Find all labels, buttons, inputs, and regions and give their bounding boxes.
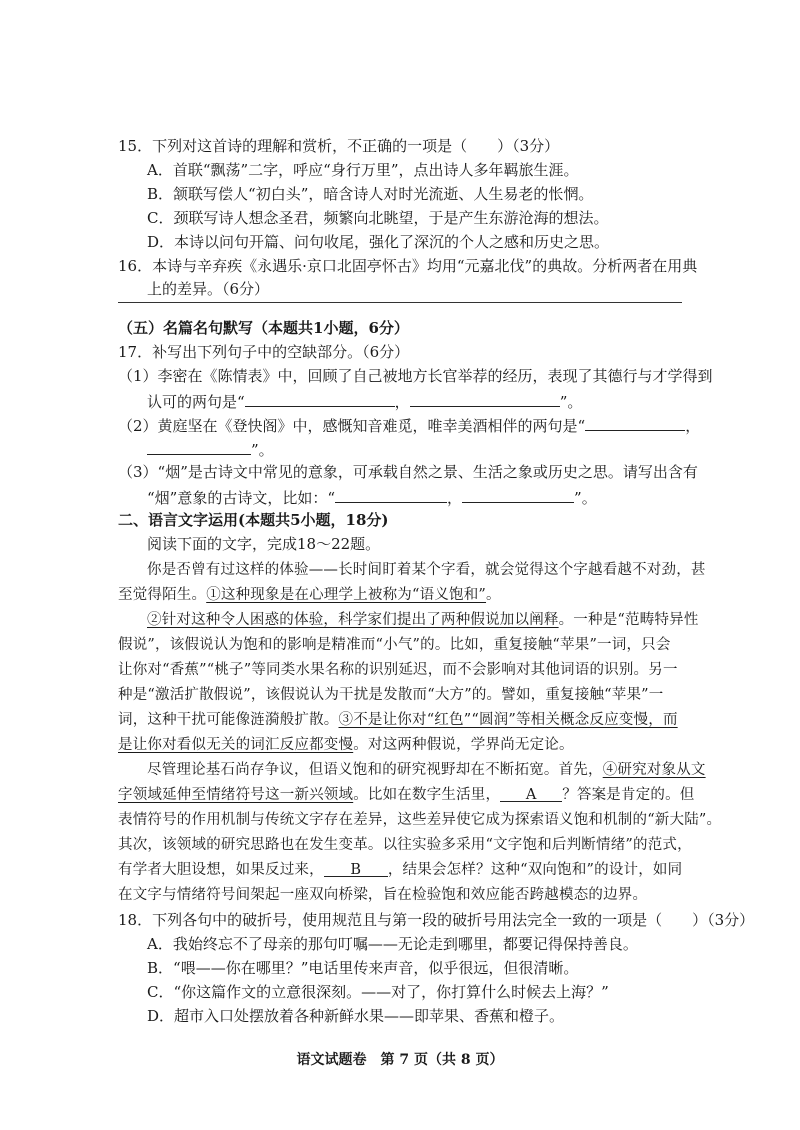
q17-item1-line2 bbox=[147, 390, 582, 412]
q17-item2-line1: （2）黄庭坚在《登快阁》中，感慨知音难觅，唯幸美酒相伴的两句是“ ， bbox=[118, 414, 700, 436]
q17-stem: 17．补写出下列句子中的空缺部分。（6分） bbox=[118, 343, 410, 361]
q17-item3-line2 bbox=[147, 486, 597, 508]
underlined-sentence-4a: ④研究对象从文 bbox=[602, 762, 706, 778]
q15-option-b: B．颔联写偿人“初白头”，暗含诗人对时光流逝、人生易老的怅惘。 bbox=[147, 185, 594, 203]
q16-line-2: 上的差异。（6分） bbox=[147, 280, 270, 298]
q18-option-c: C．“你这篇作文的立意很深刻。——对了，你打算什么时候去上海？” bbox=[147, 983, 609, 1001]
underlined-sentence-1: ①这种现象是在心理学上被称为“语义饱和” bbox=[206, 587, 487, 603]
page-footer: 语文试题卷 第 7 页（共 8 页） bbox=[296, 1052, 504, 1068]
q15-stem: 15．下列对这首诗的理解和赏析，不正确的一项是（ ）（3分） bbox=[118, 137, 560, 155]
q18-option-a: A．我始终忘不了母亲的那句叮嘱——无论走到哪里，都要记得保持善良。 bbox=[147, 935, 638, 953]
passage-p3-line3: 表情符号的作用机制与传统文字存在差异，这些差异使它成为探索语义饱和机制的“新大陆”。 bbox=[118, 812, 722, 828]
passage-p1-line1: 你是否曾有过这样的体验——长时间盯着某个字看，就会觉得这个字越看越不对劲，甚 bbox=[147, 562, 706, 578]
passage-text: 。比如在数字生活里， bbox=[353, 787, 501, 803]
passage-text: ？答案是肯定的。但 bbox=[562, 787, 695, 803]
blank-a[interactable]: A bbox=[500, 785, 562, 802]
passage-p2-line5 bbox=[118, 710, 678, 730]
underlined-sentence-4b: 字领域延伸至情绪符号这一新兴领域 bbox=[118, 787, 354, 803]
q15-option-a: A．首联“飘荡”二字，呼应“身行万里”，点出诗人多年羁旅生涯。 bbox=[147, 161, 579, 179]
q17-item3-blank-2[interactable] bbox=[462, 486, 574, 503]
q17-item3-line1: （3）“烟”是古诗文中常见的意象，可承载自然之景、生活之象或历史之思。请写出含有 bbox=[118, 463, 698, 481]
passage-text: 。 bbox=[486, 587, 501, 603]
passage-p2-line3: 让你对“香蕉”“桃子”等同类水果名称的识别延迟，而不会影响对其他词语的识别。另一 bbox=[118, 662, 678, 678]
underlined-sentence-3b: 是让你对看似无关的词汇反应都变慢 bbox=[118, 737, 354, 753]
passage-p3-line2 bbox=[118, 785, 695, 805]
q17-item3-prefix: “烟”意象的古诗文，比如：“ bbox=[147, 489, 336, 507]
q17-item3-comma: ， bbox=[447, 489, 463, 507]
q16-line-1: 16．本诗与辛弃疾《永遇乐·京口北固亭怀古》均用“元嘉北伐”的典故。分析两者在用典 bbox=[118, 257, 698, 275]
q17-item1-blank-2[interactable] bbox=[410, 390, 560, 407]
passage-text: 尽管理论基石尚存争议，但语义饱和的研究视野却在不断拓宽。首先， bbox=[147, 762, 603, 778]
passage-p3-line1 bbox=[147, 760, 706, 780]
section-divider bbox=[118, 302, 682, 303]
part2-heading: 二、语言文字运用(本题共5小题，18分) bbox=[118, 511, 389, 529]
q17-item2-suffix: ”。 bbox=[251, 441, 274, 459]
q17-item1-suffix: ”。 bbox=[559, 393, 583, 411]
q17-item3-suffix: ”。 bbox=[574, 489, 597, 507]
passage-text: 至觉得陌生。 bbox=[118, 587, 207, 603]
passage-p2-line1 bbox=[147, 610, 699, 630]
passage-p2-line2: 假说”，该假说认为饱和的影响是精准而“小气”的。比如，重复接触“苹果”一词，只会 bbox=[118, 637, 671, 653]
q17-item1-prefix: 认可的两句是“ bbox=[147, 393, 245, 411]
passage-text: 词，这种干扰可能像涟漪般扩散。 bbox=[118, 712, 339, 728]
q18-stem: 18．下列各句中的破折号，使用规范且与第一段的破折号用法完全一致的一项是（ ）（3分） bbox=[118, 911, 755, 929]
passage-p2-line6 bbox=[118, 735, 574, 755]
q18-option-b: B．“喂——你在哪里？”电话里传来声音，似乎很远，但很清晰。 bbox=[147, 959, 579, 977]
q17-item1-blank-1[interactable] bbox=[245, 390, 395, 407]
passage-text: 。对这两种假说，学界尚无定论。 bbox=[353, 737, 574, 753]
passage-p3-line6: 在文字与情绪符号间架起一座双向桥梁，旨在检验饱和效应能否跨越模态的边界。 bbox=[118, 887, 648, 903]
q17-item2-blank-2[interactable] bbox=[147, 438, 251, 455]
underlined-sentence-3a: ③不是让你对“红色”“圆润”等相关概念反应变慢，而 bbox=[338, 712, 678, 728]
passage-p2-line4: 种是“激活扩散假说”，该假说认为干扰是发散而“大方”的。譬如，重复接触“苹果”一 bbox=[118, 687, 664, 703]
blank-b[interactable]: B bbox=[324, 860, 388, 877]
q15-option-c: C．颈联写诗人想念圣君，频繁向北眺望，于是产生东游沧海的想法。 bbox=[147, 209, 609, 227]
q15-option-d: D．本诗以问句开篇、问句收尾，强化了深沉的个人之感和历史之思。 bbox=[147, 233, 610, 251]
reading-intro: 阅读下面的文字，完成18～22题。 bbox=[147, 535, 381, 553]
q17-item1-line1: （1）李密在《陈情表》中，回顾了自己被地方长官举荐的经历，表现了其德行与才学得到 bbox=[118, 367, 713, 385]
underlined-sentence-2: ②针对这种令人困惑的体验，科学家们提出了两种假说加以阐释 bbox=[147, 612, 559, 628]
q17-item1-comma: ， bbox=[394, 393, 410, 411]
passage-text: 有学者大胆设想，如果反过来， bbox=[118, 862, 324, 878]
passage-p1-line2 bbox=[118, 585, 501, 605]
q17-item2-prefix: （2）黄庭坚在《登快阁》中，感慨知音难觅，唯幸美酒相伴的两句是“ bbox=[118, 417, 586, 435]
section5-heading: （五）名篇名句默写（本题共1小题，6分） bbox=[118, 319, 409, 337]
q17-item2-blank-1[interactable] bbox=[585, 414, 685, 431]
q17-item2-line2 bbox=[147, 438, 274, 460]
passage-text: ，结果会怎样？这种“双向饱和”的设计，如同 bbox=[387, 862, 683, 878]
passage-p3-line4: 其次，该领域的研究思路也在发生变革。以往实验多采用“文字饱和后判断情绪”的范式， bbox=[118, 837, 692, 853]
q17-item3-blank-1[interactable] bbox=[335, 486, 447, 503]
q18-option-d: D．超市入口处摆放着各种新鲜水果——即苹果、香蕉和橙子。 bbox=[147, 1007, 565, 1025]
passage-text: 。一种是“范畴特异性 bbox=[558, 612, 699, 628]
passage-p3-line5 bbox=[118, 860, 682, 880]
